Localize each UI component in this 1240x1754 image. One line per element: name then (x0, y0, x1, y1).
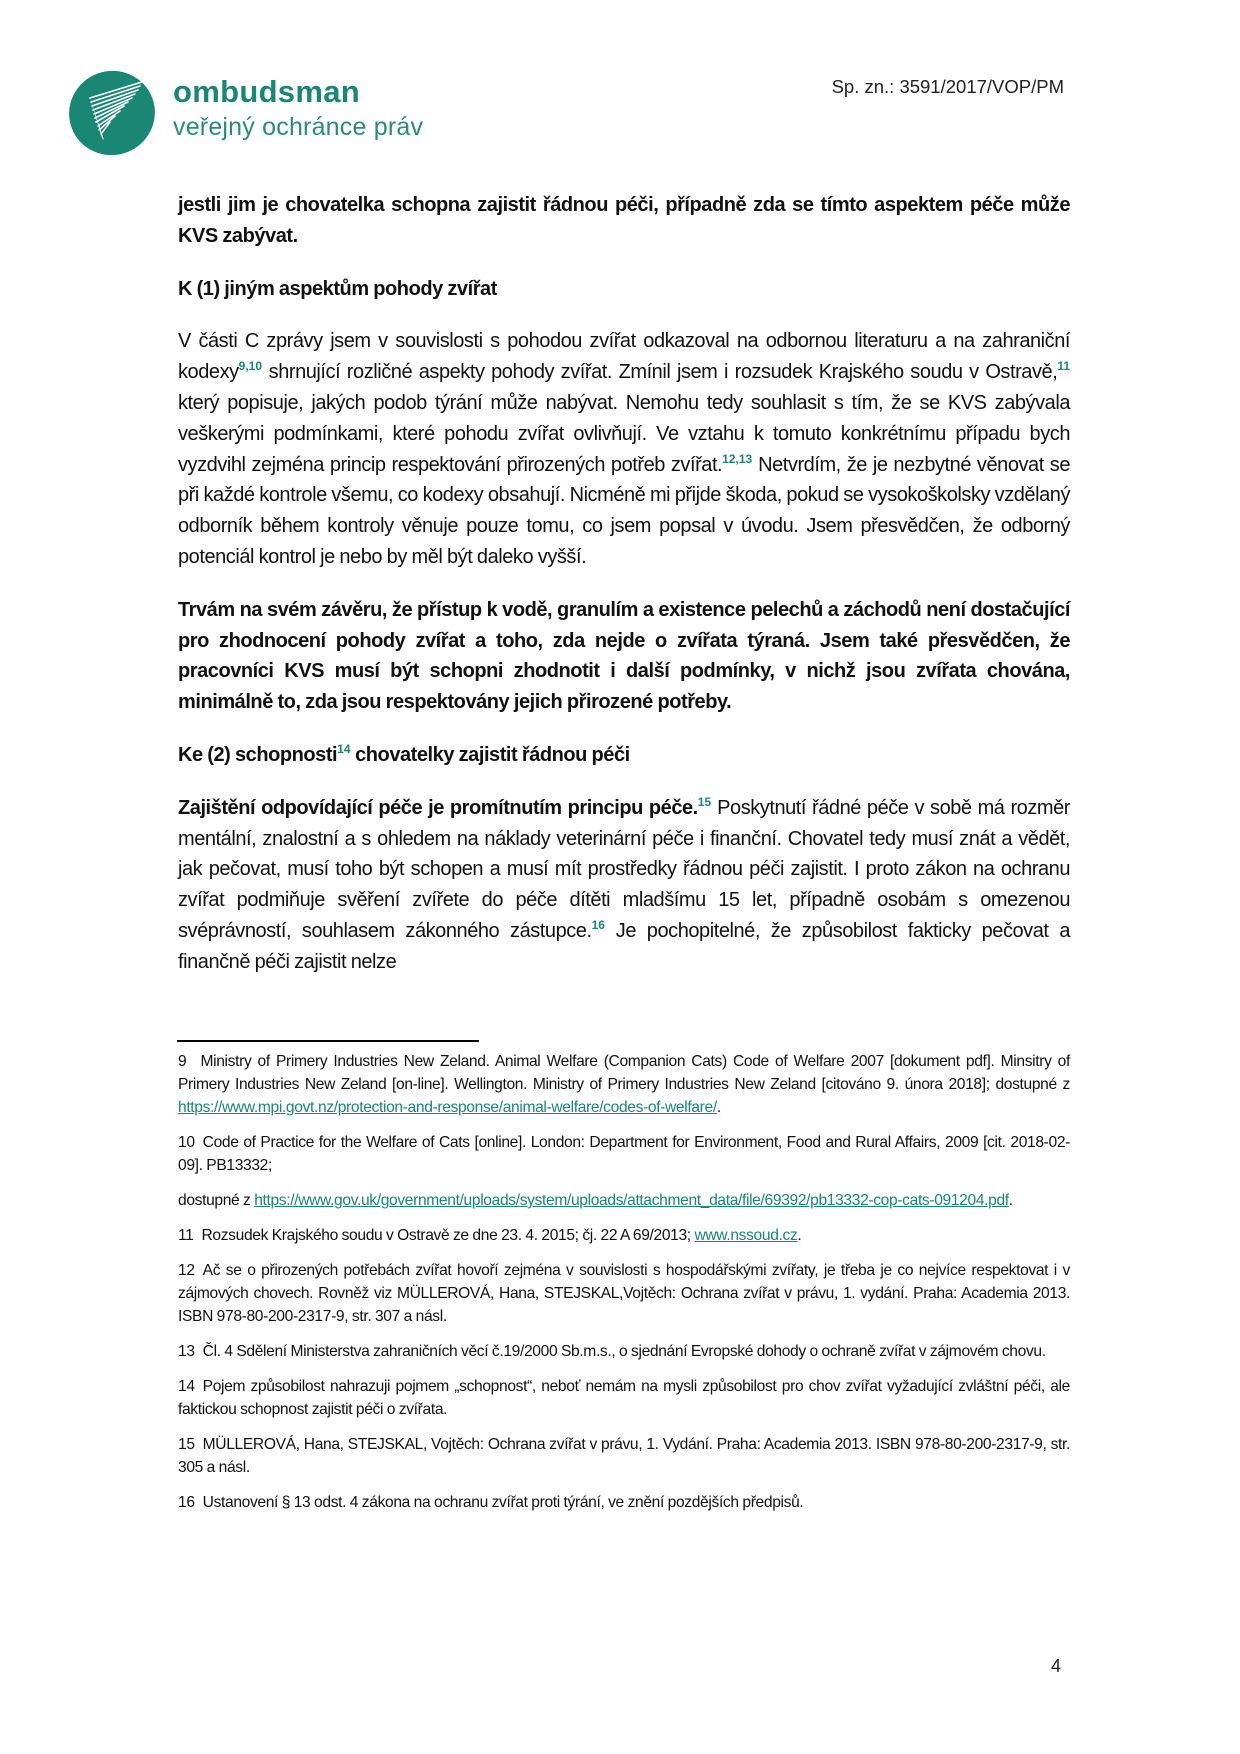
footnote-text: Ač se o přirozených potřebách zvířat hovoří zejména v souvislosti s hospodářskými zvířaty, je třeba je co nejvíce respektovat i v zájmových chovech. Rovněž viz MÜLLEROVÁ, Hana, STEJSKAL,Vojtěch: Ochrana zvířat v právu, 1. vydání. Praha: Academia 2013. ISBN 978-80-200-2317-9, str. 307 a násl. (178, 1262, 1070, 1325)
ombudsman-emblem-icon (68, 68, 156, 156)
footnote-11 (178, 1224, 1070, 1247)
footnote-separator (177, 1040, 479, 1042)
footnote-number: 16 (178, 1494, 195, 1511)
footnote-number: 11 (178, 1227, 194, 1244)
text-run: chovatelky zajistit řádnou péči (350, 743, 630, 766)
punctuation: . (716, 1099, 721, 1116)
footnote-link[interactable]: https://www.mpi.govt.nz/protection-and-response/animal-welfare/codes-of-welfare/ (178, 1099, 717, 1116)
footnote-16 (178, 1491, 1070, 1514)
footnotes (178, 1050, 1070, 1526)
footnote-number: 14 (178, 1378, 195, 1395)
punctuation: . (1008, 1192, 1013, 1209)
footnote-number: 10 (178, 1134, 195, 1151)
logo-title: ombudsman (173, 74, 360, 109)
footnote-ref-14[interactable]: 14 (337, 741, 351, 756)
ombudsman-logo (66, 66, 426, 162)
document-body (178, 190, 1070, 978)
footnote-13 (178, 1340, 1070, 1363)
footnote-12 (178, 1259, 1070, 1328)
footnote-text: dostupné z (178, 1192, 255, 1209)
footnote-link[interactable]: https://www.gov.uk/government/uploads/system/uploads/attachment_data/file/69392/pb13332-cop-cats-091204.pdf (254, 1192, 1009, 1209)
footnote-text: Ustanovení § 13 odst. 4 zákona na ochranu zvířat proti týrání, ve znění pozdějších předpisů. (202, 1494, 804, 1511)
bold-lead: Zajištění odpovídající péče je promítnutím principu péče. (178, 796, 698, 819)
intro-paragraph: jestli jim je chovatelka schopna zajistit řádnou péči, případně zda se tímto aspektem péče může KVS zabývat. (178, 194, 1070, 247)
paragraph-other-aspects (178, 326, 1070, 572)
footnote-text: Code of Practice for the Welfare of Cats [online]. London: Department for Environment, Food and Rural Affairs, 2009 [cit. 2018-02-09]. PB13332; (178, 1134, 1070, 1174)
footnote-text: Čl. 4 Sdělení Ministerstva zahraničních věcí č.19/2000 Sb.m.s., o sjednání Evropské dohody o ochraně zvířat v zájmovém chovu. (202, 1343, 1046, 1360)
reference-number: Sp. zn.: 3591/2017/VOP/PM (831, 76, 1064, 97)
footnote-text: Ministry of Primery Industries New Zeland. Animal Welfare (Companion Cats) Code of Welfare 2007 [dokument pdf]. Minsitry of Primery Industries New Zeland [on-line]. Wellington. Ministry of Primery Industries New Zeland [citováno 9. února 2018]; dostupné z (178, 1053, 1070, 1093)
footnote-10-continued (178, 1189, 1070, 1212)
footnote-text: MÜLLEROVÁ, Hana, STEJSKAL, Vojtěch: Ochrana zvířat v právu, 1. Vydání. Praha: Academia 2013. ISBN 978-80-200-2317-9, str. 305 a násl. (178, 1436, 1070, 1476)
paragraph-care-ability (178, 793, 1070, 978)
text-run: Poskytnutí řádné péče v sobě má rozměr mentální, znalostní a s ohledem na náklady veterinární péče i finanční. Chovatel tedy musí znát a vědět, jak pečovat, musí toho být schopen a musí mít prostředky řádnou péči zajistit. I proto zákon na ochranu zvířat podmiňuje svěření zvířete do péče dítěti mladšímu 15 let, případně osobám s omezenou svéprávností, souhlasem zákonného zástupce. (178, 796, 1070, 942)
conclusion-paragraph: Trvám na svém závěru, že přístup k vodě, granulím a existence pelechů a záchodů není dostačující pro zhodnocení pohody zvířat a toho, zda nejde o zvířata týraná. Jsem také přesvědčen, že pracovníci KVS musí být schopni zhodnotit i další podmínky, v nichž jsou zvířata chována, minimálně to, zda jsou respektovány jejich přirozené potřeby. (178, 598, 1070, 714)
footnote-15 (178, 1433, 1070, 1479)
footnote-ref-12-13[interactable]: 12,13 (722, 451, 753, 466)
section-heading-1: K (1) jiným aspektům pohody zvířat (178, 277, 497, 300)
footnote-9 (178, 1050, 1070, 1119)
footnote-number: 13 (178, 1343, 195, 1360)
footnote-ref-9-10[interactable]: 9,10 (238, 359, 263, 374)
footnote-number: 9 (178, 1053, 187, 1070)
footnote-10 (178, 1131, 1070, 1177)
logo-subtitle: veřejný ochránce práv (173, 113, 424, 141)
footnote-number: 15 (178, 1436, 195, 1453)
punctuation: . (797, 1227, 802, 1244)
text-run: V části C zprávy jsem v souvislosti s pohodou zvířat odkazoval na odbornou literaturu a na zahraniční kodexy (178, 330, 1070, 384)
text-run: který popisuje, jakých podob týrání může nabývat. Nemohu tedy souhlasit s tím, že se KVS zabývala veškerými podmínkami, které pohodu zvířat ovlivňují. Ve vztahu k tomuto konkrétnímu případu bych vyzdvihl zejména princip respektování přirozených potřeb zvířat. (178, 391, 1070, 476)
footnote-text: Rozsudek Krajského soudu v Ostravě ze dne 23. 4. 2015; čj. 22 A 69/2013; (201, 1227, 695, 1244)
text-run: shrnující rozličné aspekty pohody zvířat. Zmínil jsem i rozsudek Krajského soudu v Ostravě, (262, 361, 1058, 384)
text-run: Netvrdím, že je nezbytné věnovat se při každé kontrole všemu, co kodexy obsahují. Nicméně mi přijde škoda, pokud se vysokoškolsky vzdělaný odborník během kontroly věnuje pouze tomu, co jsem popsal v úvodu. Jsem přesvědčen, že odborný potenciál kontrol je nebo by měl být daleko vyšší. (178, 453, 1070, 568)
page-number: 4 (1051, 1656, 1062, 1676)
footnote-ref-15[interactable]: 15 (697, 794, 712, 809)
footnote-number: 12 (178, 1262, 195, 1279)
footnote-14 (178, 1375, 1070, 1421)
footnote-link[interactable]: www.nssoud.cz (694, 1227, 798, 1244)
text-run: Je pochopitelné, že způsobilost fakticky pečovat a finančně péči zajistit nelze (178, 919, 1071, 973)
footnote-ref-11[interactable]: 11 (1057, 359, 1070, 374)
text-run: Ke (2) schopnosti (178, 743, 338, 766)
footnote-text: Pojem způsobilost nahrazuji pojmem „schopnost“, neboť nemám na mysli způsobilost pro chov zvířat vyžadující zvláštní péči, ale faktickou schopnost zajistit péči o zvířata. (178, 1378, 1070, 1418)
section-heading-2 (178, 740, 1070, 771)
footnote-ref-16[interactable]: 16 (591, 917, 605, 932)
